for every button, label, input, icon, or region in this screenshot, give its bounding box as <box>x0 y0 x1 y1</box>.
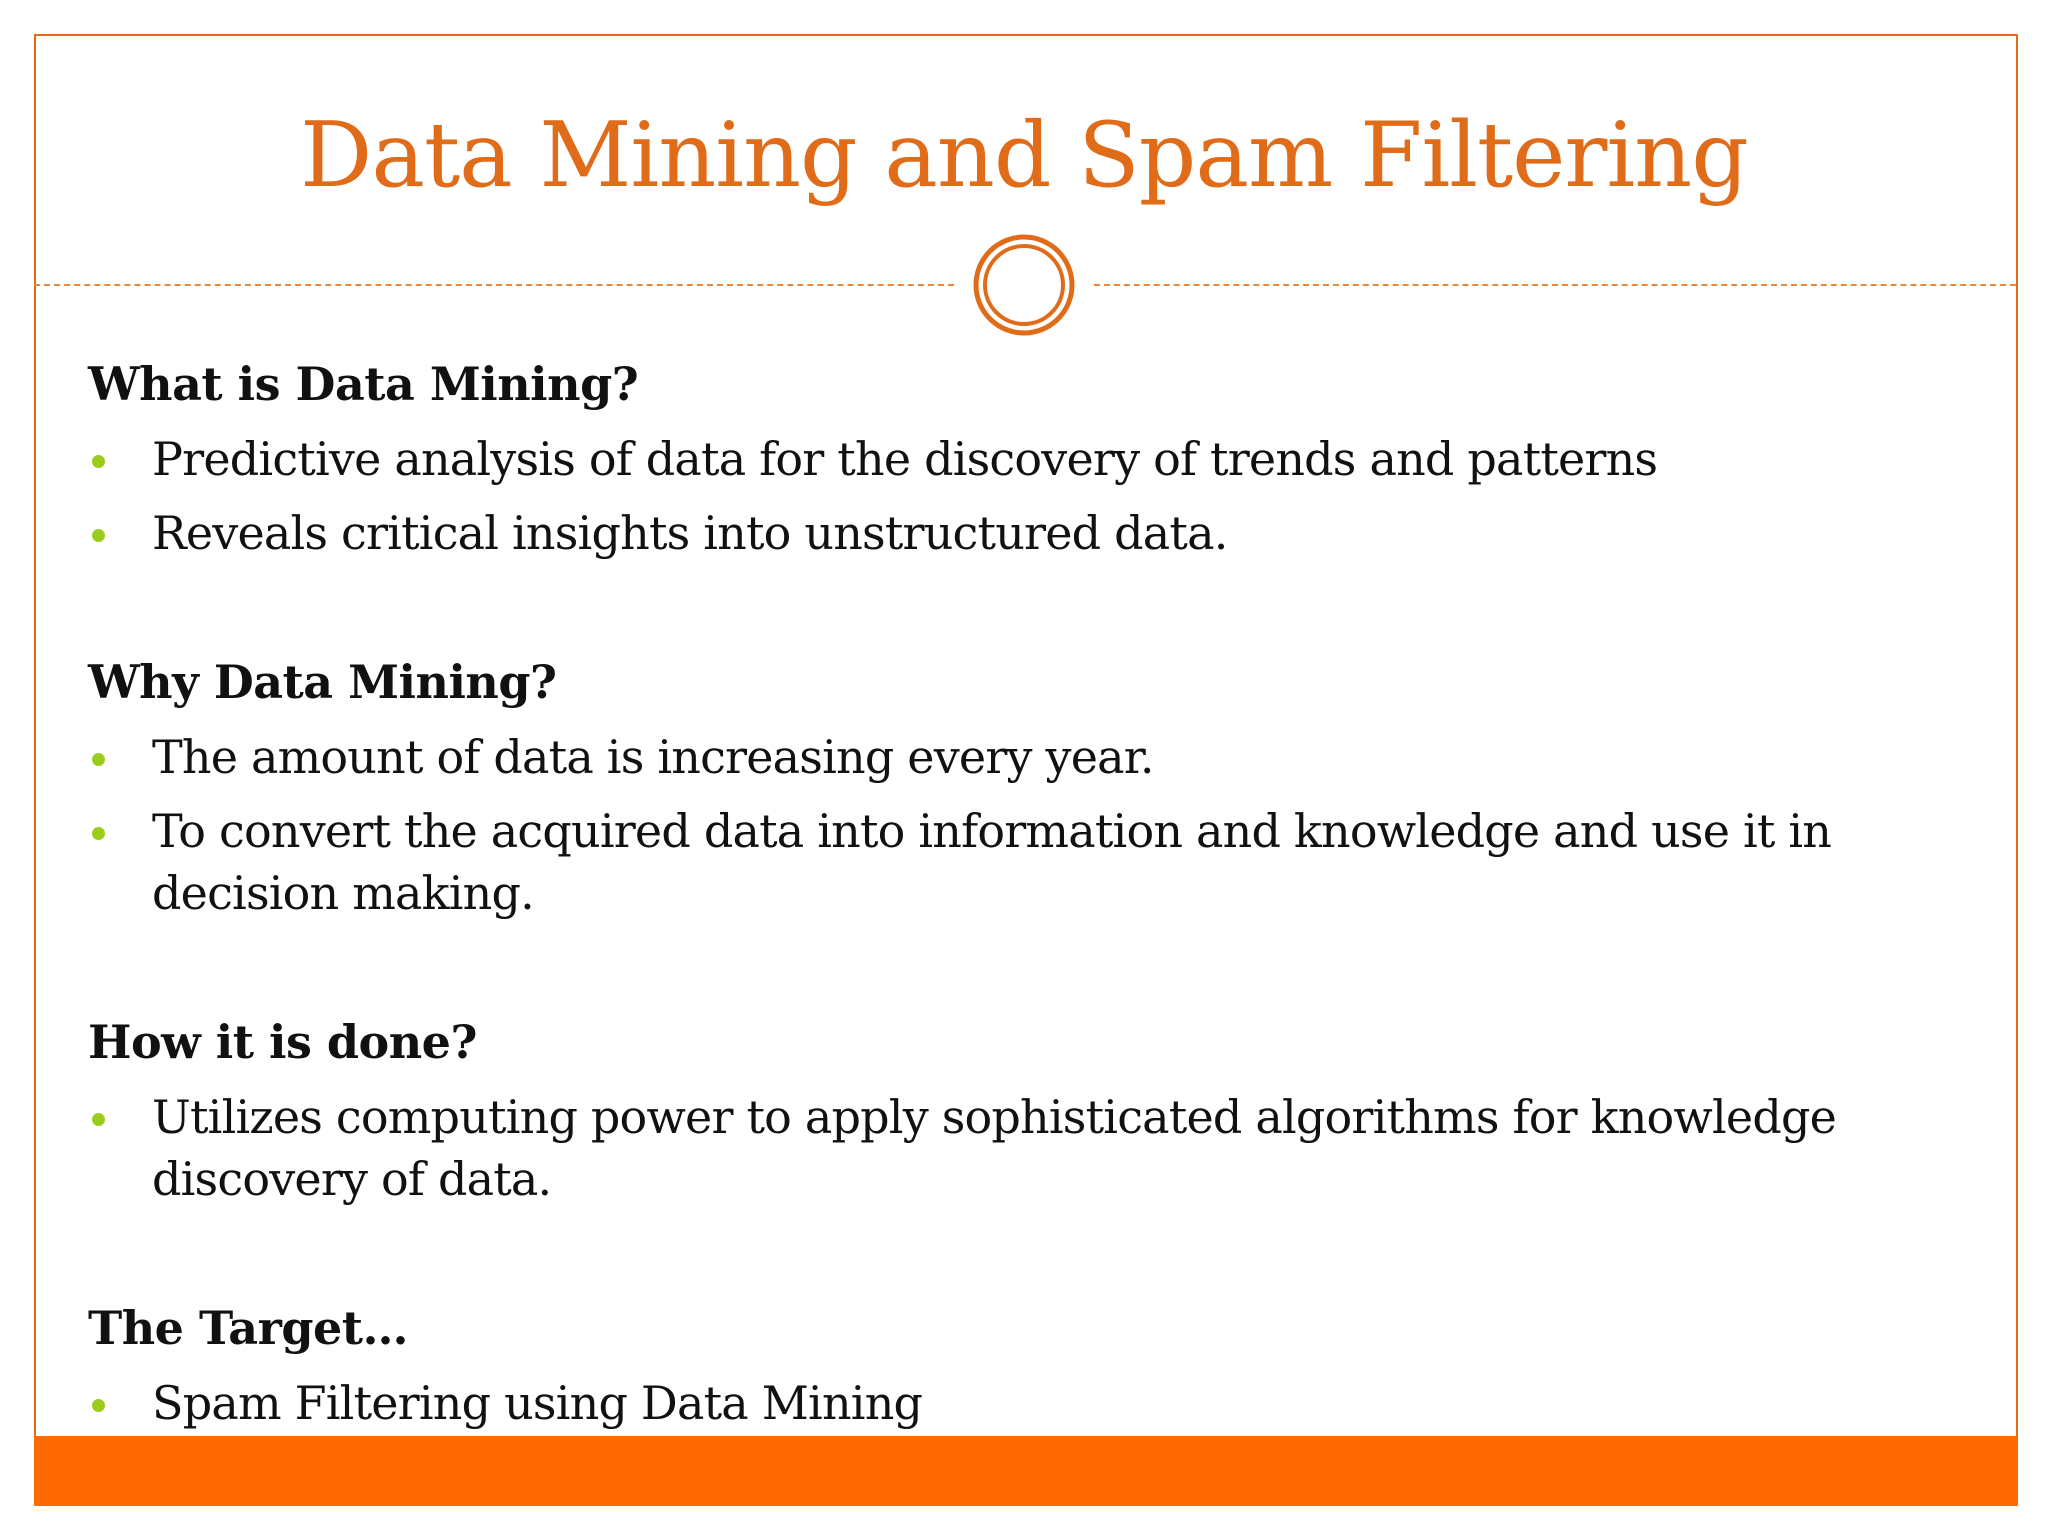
title-divider-right <box>1094 284 2016 286</box>
bullet-list <box>88 1086 1948 1210</box>
section-why-data-mining <box>88 650 1948 924</box>
slide-body <box>88 352 1948 1434</box>
bullet-dot-icon <box>92 529 105 542</box>
bullet-list <box>88 428 1948 564</box>
bullet-item <box>88 726 1948 788</box>
section-heading: The Target… <box>88 1301 409 1355</box>
section-heading: What is Data Mining? <box>88 357 639 411</box>
bullet-item <box>88 502 1948 564</box>
bullet-dot-icon <box>92 753 105 766</box>
bullet-text: Reveals critical insights into unstructured data. <box>152 506 1228 560</box>
bullet-dot-icon <box>92 1113 105 1126</box>
bullet-text: To convert the acquired data into information and knowledge and use it in decision making. <box>152 804 1832 920</box>
section-what-is-data-mining <box>88 352 1948 564</box>
bullet-dot-icon <box>92 1399 105 1412</box>
bullet-text: Utilizes computing power to apply sophisticated algorithms for knowledge discovery of data. <box>152 1090 1837 1206</box>
bullet-text: Predictive analysis of data for the discovery of trends and patterns <box>152 432 1658 486</box>
section-spacer <box>88 1210 1948 1296</box>
section-spacer <box>88 564 1948 650</box>
bullet-dot-icon <box>92 827 105 840</box>
double-circle-icon <box>971 232 1077 338</box>
bullet-item <box>88 1372 1948 1434</box>
title-divider-left <box>34 284 954 286</box>
bullet-text: The amount of data is increasing every year. <box>152 730 1154 784</box>
bullet-list <box>88 1372 1948 1434</box>
section-heading: Why Data Mining? <box>88 655 557 709</box>
bullet-dot-icon <box>92 455 105 468</box>
section-how-it-is-done <box>88 1010 1948 1210</box>
bullet-item <box>88 1086 1972 1210</box>
bullet-item <box>88 800 1952 924</box>
slide-title: Data Mining and Spam Filtering <box>300 103 1748 208</box>
bullet-item <box>88 428 1948 490</box>
bullet-text: Spam Filtering using Data Mining <box>152 1376 923 1430</box>
section-the-target <box>88 1296 1948 1434</box>
footer-bar <box>34 1436 2018 1506</box>
section-spacer <box>88 924 1948 1010</box>
section-heading: How it is done? <box>88 1015 477 1069</box>
bullet-list <box>88 726 1948 924</box>
